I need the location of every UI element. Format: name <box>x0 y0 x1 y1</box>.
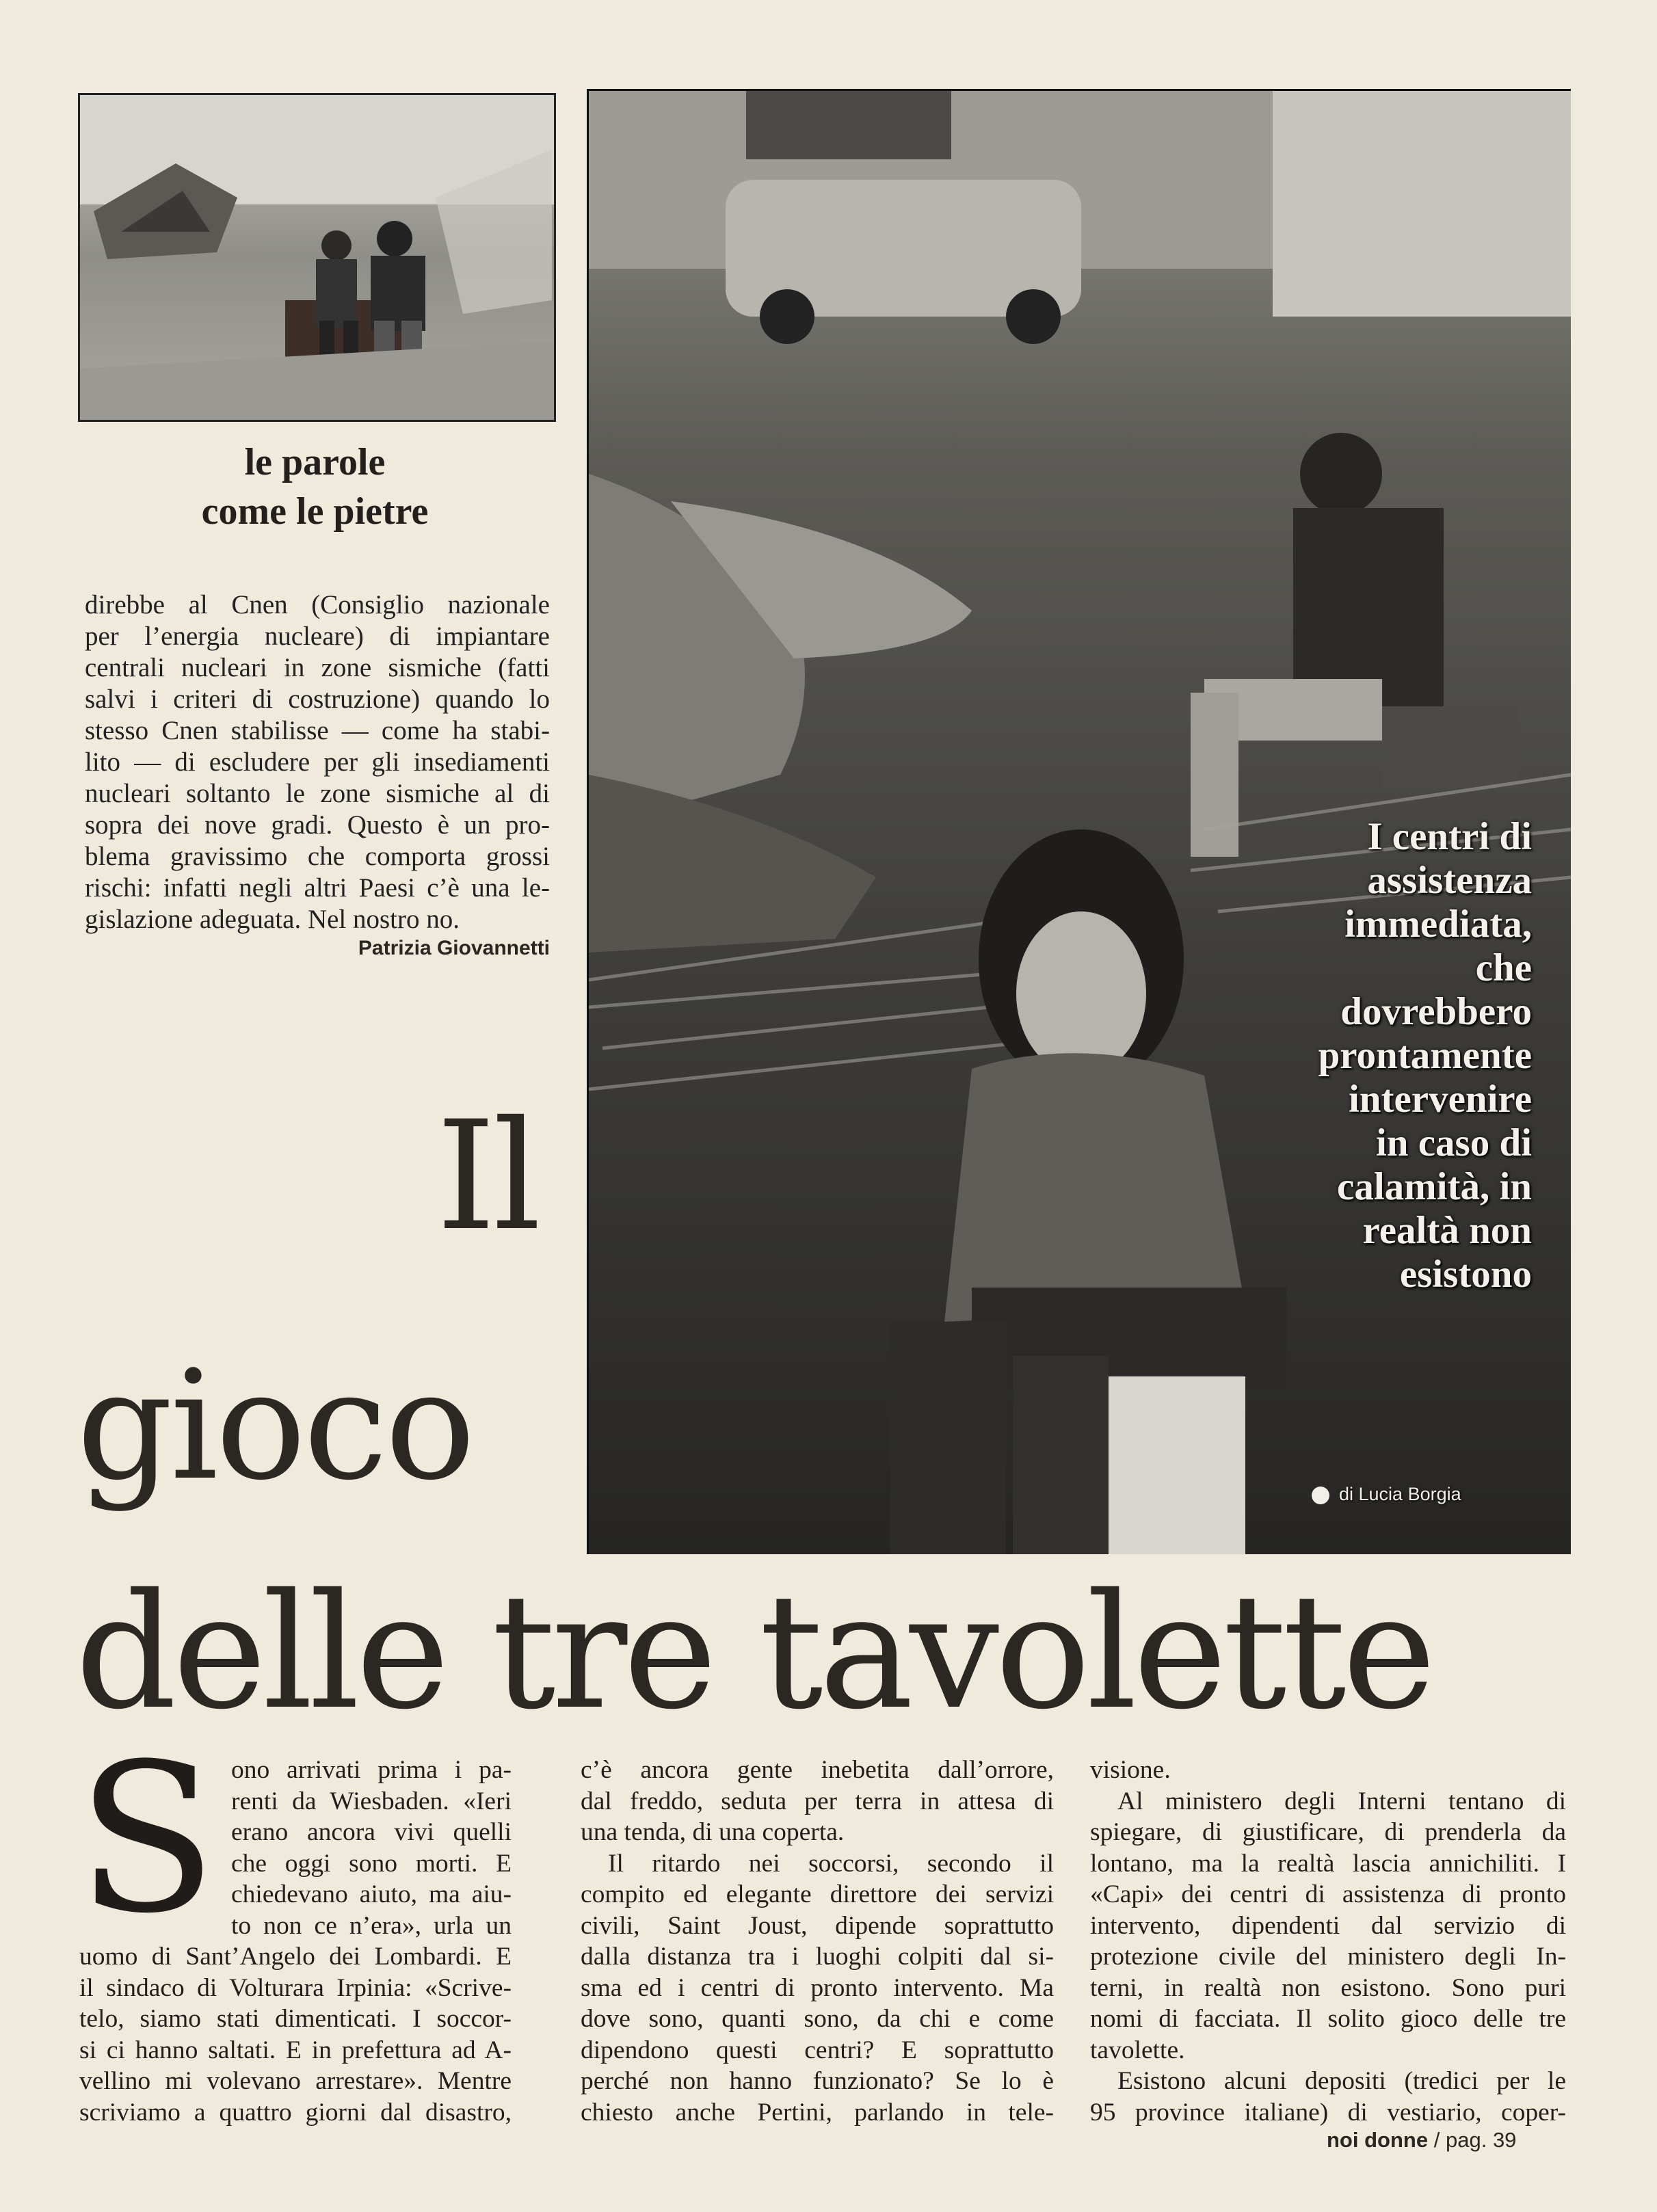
sidebar-line: direbbe al Cnen (Consiglio nazionale <box>85 590 550 619</box>
pull-quote-line: immediata, <box>1344 903 1532 946</box>
sidebar-line: stesso Cnen stabilisse — come ha stabi- <box>85 716 550 745</box>
pull-quote-line: prontamente <box>1318 1034 1532 1077</box>
article-line: dove sono, quanti sono, da chi e come <box>581 2005 1054 2033</box>
headline-line-1: Il <box>436 1089 539 1264</box>
pull-quote-line: intervenire <box>1348 1078 1532 1121</box>
pull-quote-line: assistenza <box>1367 859 1532 902</box>
article-line: to non ce n’era», urla un <box>231 1911 512 1940</box>
article-line: dipendono questi centri? E soprattutto <box>581 2036 1054 2064</box>
article-line: vellino mi volevano arrestare». Mentre <box>79 2067 512 2095</box>
article-column-1 <box>79 1941 512 2128</box>
headline-line-3: delle tre tavolette <box>75 1560 1432 1744</box>
pull-quote-line: I centri di <box>1367 815 1532 858</box>
article-line: chiedevano aiuto, ma aiu- <box>231 1880 512 1908</box>
sidebar-line: blema gravissimo che comporta grossi <box>85 842 550 871</box>
article-line: telo, siamo stati dimenticati. I soccor- <box>79 2005 512 2033</box>
sidebar-body <box>85 589 550 935</box>
footer-separator: / <box>1433 2128 1440 2152</box>
article-line: Il ritardo nei soccorsi, secondo il <box>608 1849 1054 1878</box>
article-line: nomi di facciata. Il solito gioco delle tre <box>1090 2005 1566 2033</box>
sidebar-line: salvi i criteri di costruzione) quando lo <box>85 684 550 714</box>
article-line: renti da Wiesbaden. «Ieri <box>231 1787 512 1815</box>
pull-quote-line: realtà non <box>1362 1209 1532 1252</box>
article-line: civili, Saint Joust, dipende soprattutto <box>581 1911 1054 1940</box>
pull-quote-line: dovrebbero <box>1340 990 1532 1033</box>
article-column-1-dropcap-block <box>231 1755 512 1941</box>
sidebar-author: Patrizia Giovannetti <box>358 937 550 959</box>
drop-cap: S <box>77 1720 217 1958</box>
article-line: perché non hanno funzionato? Se lo è <box>581 2067 1054 2095</box>
article-line: «Capi» dei centri di assistenza di pronto <box>1090 1880 1566 1908</box>
sidebar-title-line: le parole <box>244 441 386 483</box>
article-column-2 <box>581 1755 1054 2128</box>
article-line: ono arrivati prima i pa- <box>231 1756 512 1784</box>
article-line: uomo di Sant’Angelo dei Lombardi. E <box>79 1943 512 1971</box>
byline <box>1312 1484 1461 1505</box>
article-line: intervento, dipendenti dal servizio di <box>1090 1911 1566 1940</box>
article-line: 95 province italiane) di vestiario, coper- <box>1090 2098 1566 2127</box>
sidebar-line: rischi: infatti negli altri Paesi c’è una le- <box>85 873 550 903</box>
article-line: Al ministero degli Interni tentano di <box>1117 1787 1566 1815</box>
sidebar-title-line: come le pietre <box>201 490 429 533</box>
pull-quote <box>1217 815 1532 1296</box>
article-line: dalla distanza tra i luoghi colpiti dal si- <box>581 1943 1054 1971</box>
article-line: il sindaco di Volturara Irpinia: «Scrive- <box>79 1973 512 2002</box>
small-photo-illustration <box>80 95 554 420</box>
article-line: c’è ancora gente inebetita dall’orrore, <box>581 1756 1054 1784</box>
article-line: visione. <box>1090 1756 1171 1784</box>
article-line: che oggi sono morti. E <box>231 1849 512 1878</box>
article-line: terni, in realtà non esistono. Sono puri <box>1090 1973 1566 2002</box>
small-photo <box>78 93 556 422</box>
sidebar-line: gislazione adeguata. Nel nostro no. <box>85 905 460 934</box>
article-line: chiesto anche Pertini, parlando in tele- <box>581 2098 1054 2127</box>
sidebar-title <box>78 438 552 536</box>
bullet-icon <box>1312 1487 1329 1504</box>
page-footer <box>1327 2128 1516 2153</box>
sidebar-line: sopra dei nove gradi. Questo è un pro- <box>85 810 550 840</box>
article-line: dal freddo, seduta per terra in attesa di <box>581 1787 1054 1815</box>
article-line: si ci hanno saltati. E in prefettura ad A- <box>79 2036 512 2064</box>
article-line: sma ed i centri di pronto intervento. Ma <box>581 1973 1054 2002</box>
article-line: scriviamo a quattro giorni dal disastro, <box>79 2098 512 2127</box>
article-line: tavolette. <box>1090 2036 1185 2064</box>
article-line: compito ed elegante direttore dei servizi <box>581 1880 1054 1908</box>
sidebar-line: nucleari soltanto le zone sismiche al di <box>85 779 550 808</box>
article-line: Esistono alcuni depositi (tredici per le <box>1117 2067 1566 2095</box>
article-column-3 <box>1090 1755 1566 2128</box>
pull-quote-line: calamità, in <box>1337 1165 1532 1208</box>
magazine-name: noi donne <box>1327 2128 1429 2152</box>
article-line: lontano, ma la realtà lascia annichiliti. I <box>1090 1849 1566 1878</box>
page-label: pag. <box>1445 2128 1487 2152</box>
pull-quote-line: esistono <box>1399 1253 1532 1296</box>
article-line: erano ancora vivi quelli <box>231 1818 512 1846</box>
page-number: 39 <box>1492 2128 1517 2152</box>
headline-line-2: gioco <box>77 1338 473 1513</box>
pull-quote-line: che <box>1475 946 1532 989</box>
sidebar-line: centrali nucleari in zone sismiche (fatti <box>85 653 550 682</box>
pull-quote-line: in caso di <box>1375 1121 1532 1164</box>
sidebar-line: lito — di escludere per gli insediamenti <box>85 747 550 777</box>
article-line: protezione civile del ministero degli In- <box>1090 1943 1566 1971</box>
sidebar-line: per l’energia nucleare) di impiantare <box>85 622 550 651</box>
byline-text: di Lucia Borgia <box>1339 1484 1461 1504</box>
article-line: spiegare, di giustificare, di prenderla da <box>1090 1818 1566 1846</box>
article-line: una tenda, di una coperta. <box>581 1818 845 1846</box>
